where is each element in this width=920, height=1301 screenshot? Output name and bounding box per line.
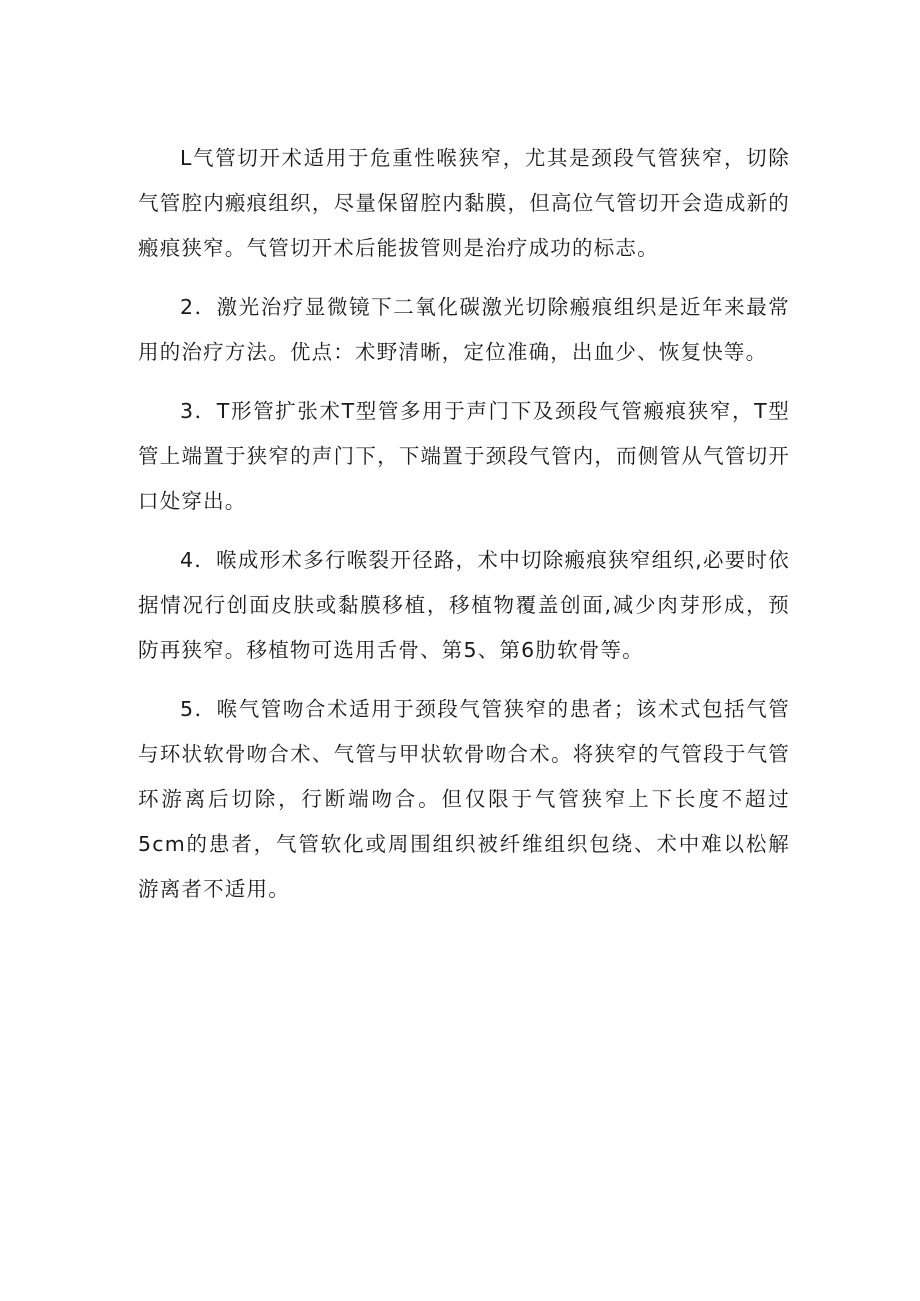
paragraph-1-text: L气管切开术适用于危重性喉狭窄，尤其是颈段气管狭窄，切除气管腔内瘢痕组织，尽量保留腔内黏膜，但高位气管切开会造成新的瘢痕狭窄。气管切开术后能拔管则是治疗成功的标志。 bbox=[138, 146, 790, 260]
paragraph-3-text: 3．T形管扩张术T型管多用于声门下及颈段气管瘢痕狭窄，T型管上端置于狭窄的声门下，下端置于颈段气管内，而侧管从气管切开口处穿出。 bbox=[138, 399, 790, 513]
paragraph-2-text: 2．激光治疗显微镜下二氧化碳激光切除瘢痕组织是近年来最常用的治疗方法。优点：术野清晰，定位准确，出血少、恢复快等。 bbox=[138, 295, 790, 364]
paragraph-5-text: 5．喉气管吻合术适用于颈段气管狭窄的患者；该术式包括气管与环状软骨吻合术、气管与甲状软骨吻合术。将狭窄的气管段于气管环游离后切除，行断端吻合。但仅限于气管狭窄上下长度不超过5cm的患者，气管软化或周围组织被纤维组织包绕、术中难以松解游离者不适用。 bbox=[138, 697, 790, 901]
document-body bbox=[138, 136, 790, 926]
paragraph-2 bbox=[138, 285, 790, 375]
paragraph-4 bbox=[138, 538, 790, 673]
paragraph-3 bbox=[138, 389, 790, 524]
paragraph-1 bbox=[138, 136, 790, 271]
paragraph-4-text: 4．喉成形术多行喉裂开径路，术中切除瘢痕狭窄组织,必要时依据情况行创面皮肤或黏膜移植，移植物覆盖创面,减少肉芽形成，预防再狭窄。移植物可选用舌骨、第5、第6肋软骨等。 bbox=[138, 548, 790, 662]
paragraph-5 bbox=[138, 687, 790, 912]
